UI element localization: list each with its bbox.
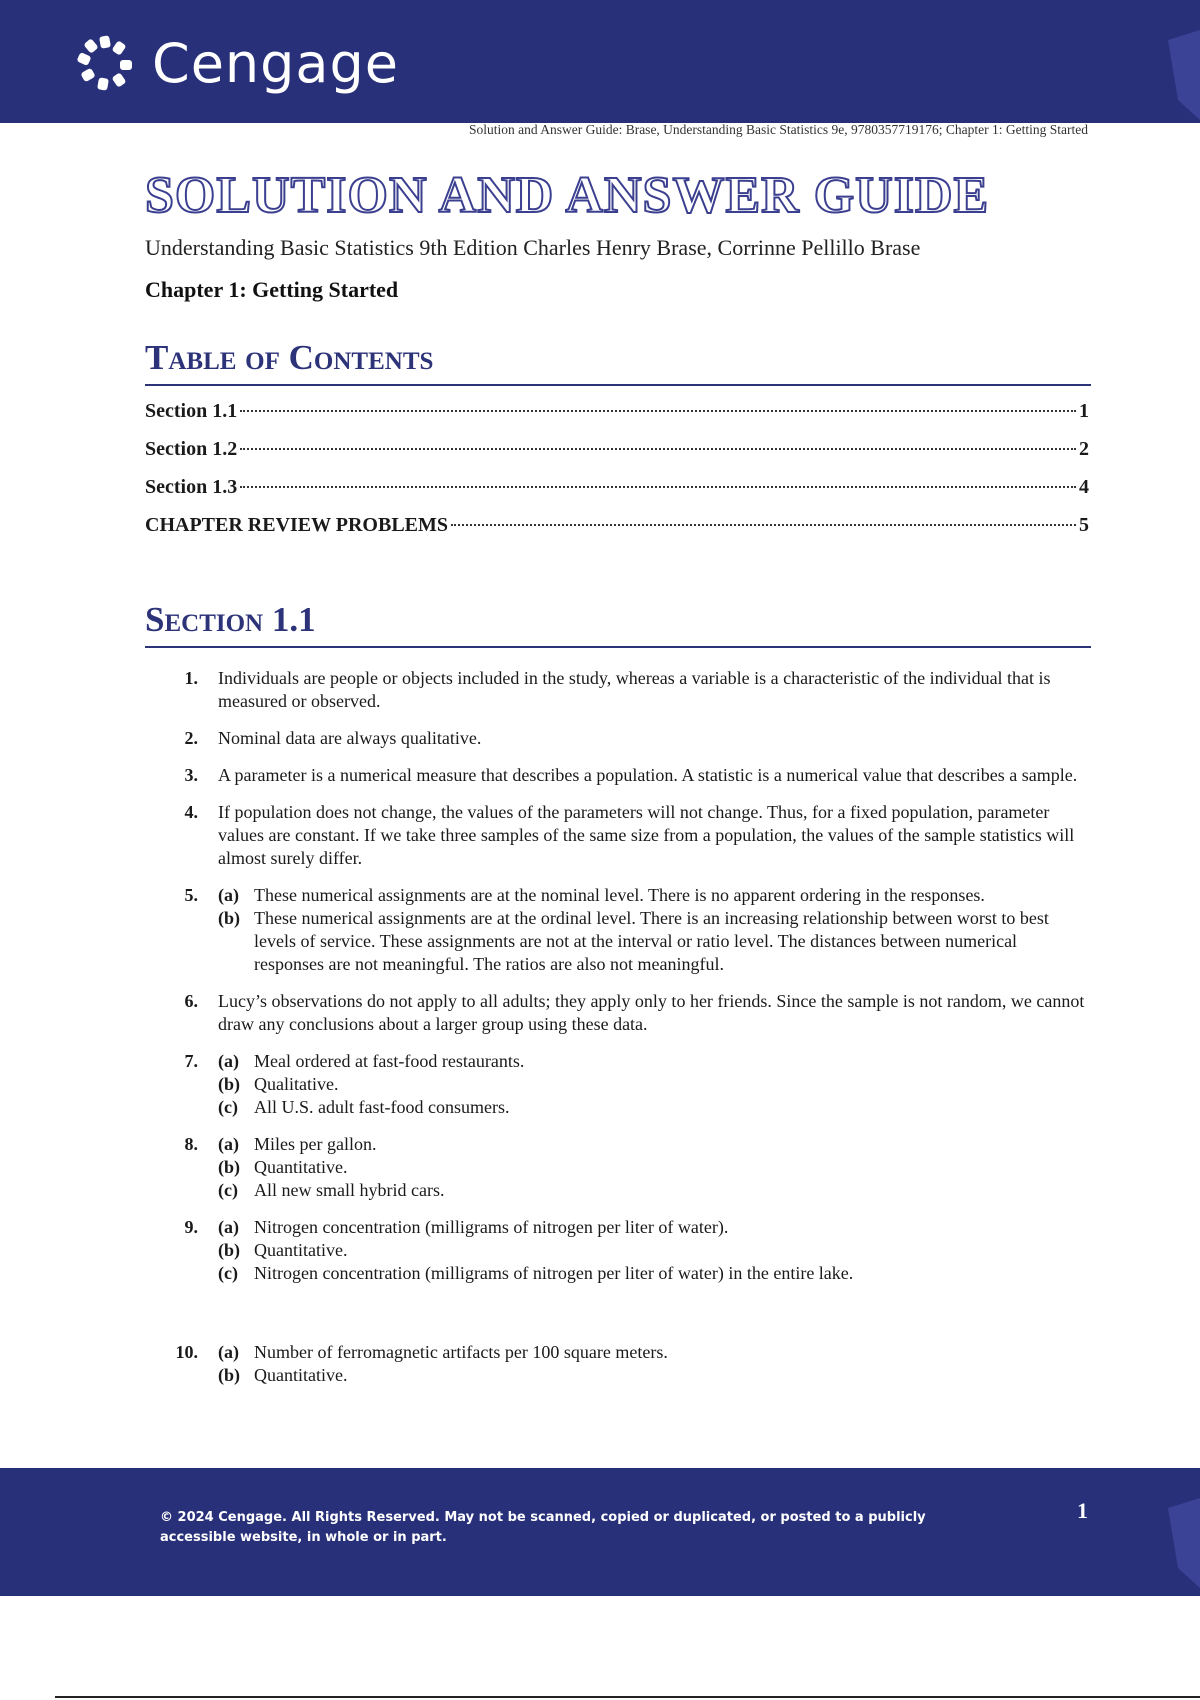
footer-band (0, 1468, 1200, 1596)
toc-entry-page: 1 (1079, 400, 1089, 422)
chapter-title: Chapter 1: Getting Started (145, 277, 399, 302)
header-band (0, 0, 1200, 123)
part-label: (c) (218, 1180, 238, 1200)
answer-number: 10. (175, 1342, 198, 1362)
answer-item (160, 801, 1090, 870)
answer-list (160, 667, 1090, 1401)
answer-item (160, 1341, 1090, 1387)
part-text: Meal ordered at fast-food restaurants. (254, 1051, 525, 1071)
answer-item (160, 727, 1090, 750)
toc-leader (451, 524, 1076, 526)
corner-decoration (1158, 1498, 1200, 1588)
part-text: All new small hybrid cars. (254, 1180, 445, 1200)
toc-entry[interactable] (145, 514, 1089, 552)
answer-item (160, 1050, 1090, 1119)
answer-part (218, 884, 1090, 907)
answer-part (218, 1262, 1090, 1285)
part-text: All U.S. adult fast-food consumers. (254, 1097, 510, 1117)
answer-part (218, 1156, 1090, 1179)
toc-entry[interactable] (145, 438, 1089, 476)
answer-part (218, 1050, 1090, 1073)
part-text: Qualitative. (254, 1074, 339, 1094)
answer-number: 9. (184, 1217, 198, 1237)
page-bottom-rule (55, 1696, 1200, 1698)
answer-part (218, 1096, 1090, 1119)
answer-item (160, 884, 1090, 976)
running-head: Solution and Answer Guide: Brase, Understanding Basic Statistics 9e, 9780357719176; Chapter 1: Getting Started (468, 122, 1088, 137)
answer-text: If population does not change, the values of the parameters will not change. Thus, for a fixed population, parameter values are constant. If we take three samples of the same size from a population, the values of the sample statistics will almost surely differ. (218, 802, 1075, 868)
answer-number: 4. (184, 802, 198, 822)
part-text: Quantitative. (254, 1240, 348, 1260)
corner-decoration (1158, 30, 1200, 120)
answer-text: Individuals are people or objects included in the study, whereas a variable is a characteristic of the individual that is measured or observed. (218, 668, 1051, 711)
answer-item (160, 667, 1090, 713)
part-label: (c) (218, 1263, 238, 1283)
part-label: (b) (218, 1157, 240, 1177)
answer-part (218, 1341, 1090, 1364)
section-heading: Section 1.1 (145, 600, 1091, 648)
answer-part (218, 1133, 1090, 1156)
answer-text: A parameter is a numerical measure that describes a population. A statistic is a numerical value that describes a sample. (218, 765, 1078, 785)
part-text: Number of ferromagnetic artifacts per 100 square meters. (254, 1342, 668, 1362)
part-label: (b) (218, 1365, 240, 1385)
answer-item (160, 1133, 1090, 1202)
answer-number: 3. (184, 765, 198, 785)
book-subtitle: Understanding Basic Statistics 9th Edition Charles Henry Brase, Corrinne Pellillo Brase (145, 235, 921, 260)
answer-number: 7. (184, 1051, 198, 1071)
part-label: (a) (218, 1134, 239, 1154)
toc-leader (240, 448, 1076, 450)
brand-name: Cengage (152, 32, 400, 95)
toc-entry-label: Section 1.3 (145, 476, 238, 498)
toc-entry-label: Section 1.1 (145, 400, 238, 422)
toc-leader (240, 410, 1076, 412)
answer-number: 8. (184, 1134, 198, 1154)
part-text: Quantitative. (254, 1365, 348, 1385)
answer-part (218, 1073, 1090, 1096)
part-text: Nitrogen concentration (milligrams of nitrogen per liter of water) in the entire lake. (254, 1263, 854, 1283)
copyright-notice: © 2024 Cengage. All Rights Reserved. May not be scanned, copied or duplicated, or posted to a publicly accessible website, in whole or in part. (160, 1510, 926, 1545)
answer-part (218, 1239, 1090, 1262)
toc-leader (240, 486, 1076, 488)
title-block (145, 165, 1095, 303)
cengage-logo (74, 34, 399, 94)
toc-entry-label: CHAPTER REVIEW PROBLEMS (145, 514, 449, 536)
toc-entry-label: Section 1.2 (145, 438, 238, 460)
answer-item (160, 1216, 1090, 1285)
answer-number: 1. (184, 668, 198, 688)
answer-text: Nominal data are always qualitative. (218, 728, 482, 748)
toc-entry[interactable] (145, 400, 1089, 438)
toc-heading: Table of Contents (145, 338, 1091, 386)
part-text: Nitrogen concentration (milligrams of nitrogen per liter of water). (254, 1217, 729, 1237)
toc-entry-page: 5 (1079, 514, 1089, 536)
answer-number: 5. (184, 885, 198, 905)
toc-entry-page: 2 (1079, 438, 1089, 460)
answer-item (160, 764, 1090, 787)
answer-part (218, 1179, 1090, 1202)
part-text: Quantitative. (254, 1157, 348, 1177)
page-title: SOLUTION AND ANSWER GUIDE (145, 167, 990, 224)
part-label: (a) (218, 885, 239, 905)
cengage-mark-icon (74, 34, 140, 94)
answer-number: 6. (184, 991, 198, 1011)
part-label: (a) (218, 1342, 239, 1362)
table-of-contents (145, 400, 1089, 552)
toc-entry[interactable] (145, 476, 1089, 514)
part-label: (a) (218, 1051, 239, 1071)
part-text: These numerical assignments are at the ordinal level. There is an increasing relationship between worst to best levels of service. These assignments are not at the interval or ratio level. The distances between numerical responses are not meaningful. The ratios are also not meaningful. (254, 908, 1049, 974)
answer-part (218, 907, 1090, 976)
toc-entry-page: 4 (1079, 476, 1089, 498)
part-label: (a) (218, 1217, 239, 1237)
page-number: 1 (1077, 1498, 1088, 1523)
part-text: These numerical assignments are at the nominal level. There is no apparent ordering in the responses. (254, 885, 985, 905)
part-label: (b) (218, 1240, 240, 1260)
answer-part (218, 1216, 1090, 1239)
part-label: (b) (218, 1074, 240, 1094)
part-label: (c) (218, 1097, 238, 1117)
answer-part (218, 1364, 1090, 1387)
answer-text: Lucy’s observations do not apply to all adults; they apply only to her friends. Since the sample is not random, we cannot draw any conclusions about a larger group using these data. (218, 991, 1085, 1034)
part-text: Miles per gallon. (254, 1134, 377, 1154)
part-label: (b) (218, 908, 240, 928)
answer-item (160, 990, 1090, 1036)
answer-number: 2. (184, 728, 198, 748)
